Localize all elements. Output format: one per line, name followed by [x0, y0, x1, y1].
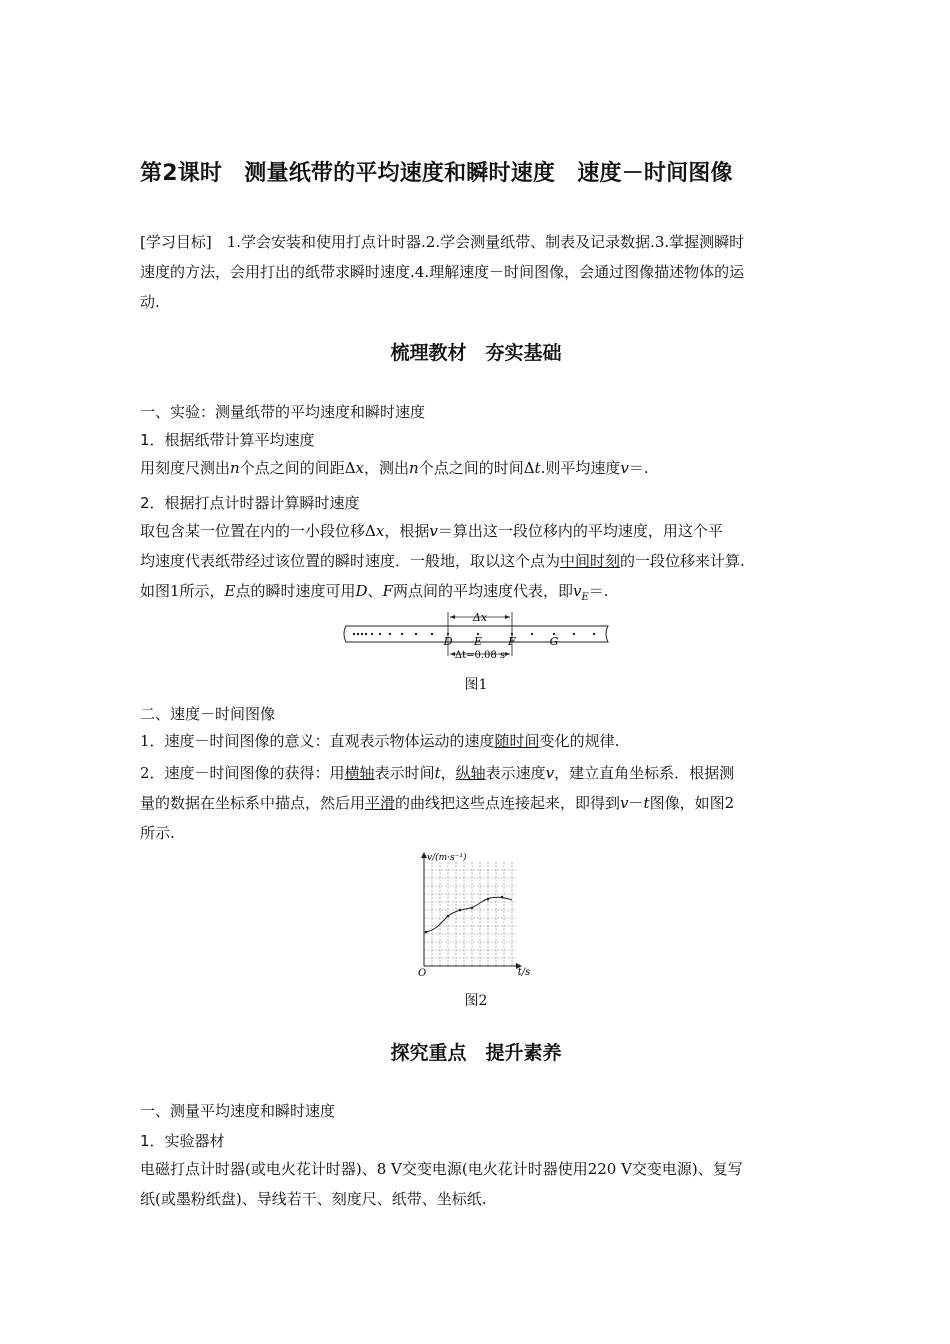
- dt-label: Δt=0.08 s: [454, 650, 506, 661]
- lesson-title: 第2课时 测量纸带的平均速度和瞬时速度 速度－时间图像: [140, 161, 733, 186]
- x-axis-label: t/s: [517, 967, 531, 978]
- part2-heading: 二、速度－时间图像: [140, 705, 276, 723]
- instantaneous-velocity-text: [140, 516, 812, 613]
- learning-objectives: [140, 227, 812, 317]
- part1-heading: 一、实验：测量纸带的平均速度和瞬时速度: [140, 403, 426, 421]
- objectives-line: 动.: [140, 293, 160, 311]
- point-label-f: F: [508, 635, 516, 648]
- point-label-d: D: [443, 635, 453, 648]
- section-heading-inquiry: 探究重点 提升素养: [390, 1042, 562, 1064]
- part1-item2: 2．根据打点计时器计算瞬时速度: [140, 494, 360, 512]
- text-line: 均速度代表纸带经过该位置的瞬时速度．一般地，取以这个点为中间时刻的一段位移来计算.: [140, 552, 745, 570]
- objectives-line: 速度的方法，会用打出的纸带求瞬时速度.4.理解速度－时间图像，会通过图像描述物体的运: [140, 263, 745, 281]
- figure1-caption: 图1: [464, 677, 488, 693]
- objectives-line: [学习目标] 1.学会安装和使用打点计时器.2.学会测量纸带、制表及记录数据.3.掌握测瞬时: [140, 233, 745, 251]
- dx-label: Δx: [472, 611, 488, 624]
- figure1-paper-tape: [340, 608, 612, 664]
- y-axis-label: v/(m·s⁻¹): [427, 853, 467, 863]
- text-line: 2．速度－时间图像的获得：用横轴表示时间t，纵轴表示速度v，建立直角坐标系．根据测: [140, 764, 735, 782]
- vt-graph-construction: [140, 758, 812, 848]
- vt-graph-meaning: 1．速度－时间图像的意义：直观表示物体运动的速度随时间变化的规律.: [140, 732, 620, 750]
- text-line: 量的数据在坐标系中描点，然后用平滑的曲线把这些点连接起来，即得到v－t图像，如图2: [140, 794, 735, 812]
- text-line: 取包含某一位置在内的一小段位移Δx，根据v＝算出这一段位移内的平均速度，用这个平: [140, 522, 723, 540]
- figure2-caption: 图2: [464, 993, 488, 1009]
- text-line: 电磁打点计时器(或电火花计时器)、8 V交变电源(电火花计时器使用220 V交变电源)、复写: [140, 1160, 743, 1178]
- text-line: 纸(或墨粉纸盘)、导线若干、刻度尺、纸带、坐标纸.: [140, 1190, 487, 1208]
- average-velocity-text: 用刻度尺测出n个点之间的间距Δx，测出n个点之间的时间Δt.则平均速度v＝.: [140, 459, 649, 477]
- text-line: 所示.: [140, 824, 175, 842]
- figure2-vt-graph: [406, 848, 546, 980]
- origin-label: O: [418, 968, 427, 979]
- point-label-e: E: [473, 635, 483, 648]
- part1-item1: 1．根据纸带计算平均速度: [140, 431, 315, 449]
- text-line: 如图1所示，E点的瞬时速度可用D、F两点间的平均速度代表，即$v_E=$.: [140, 582, 609, 603]
- equipment-list: [140, 1154, 812, 1214]
- part3-item1: 1．实验器材: [140, 1132, 225, 1150]
- part3-heading: 一、测量平均速度和瞬时速度: [140, 1102, 336, 1120]
- section-heading-basics: 梳理教材 夯实基础: [390, 342, 562, 364]
- point-label-g: G: [549, 635, 559, 648]
